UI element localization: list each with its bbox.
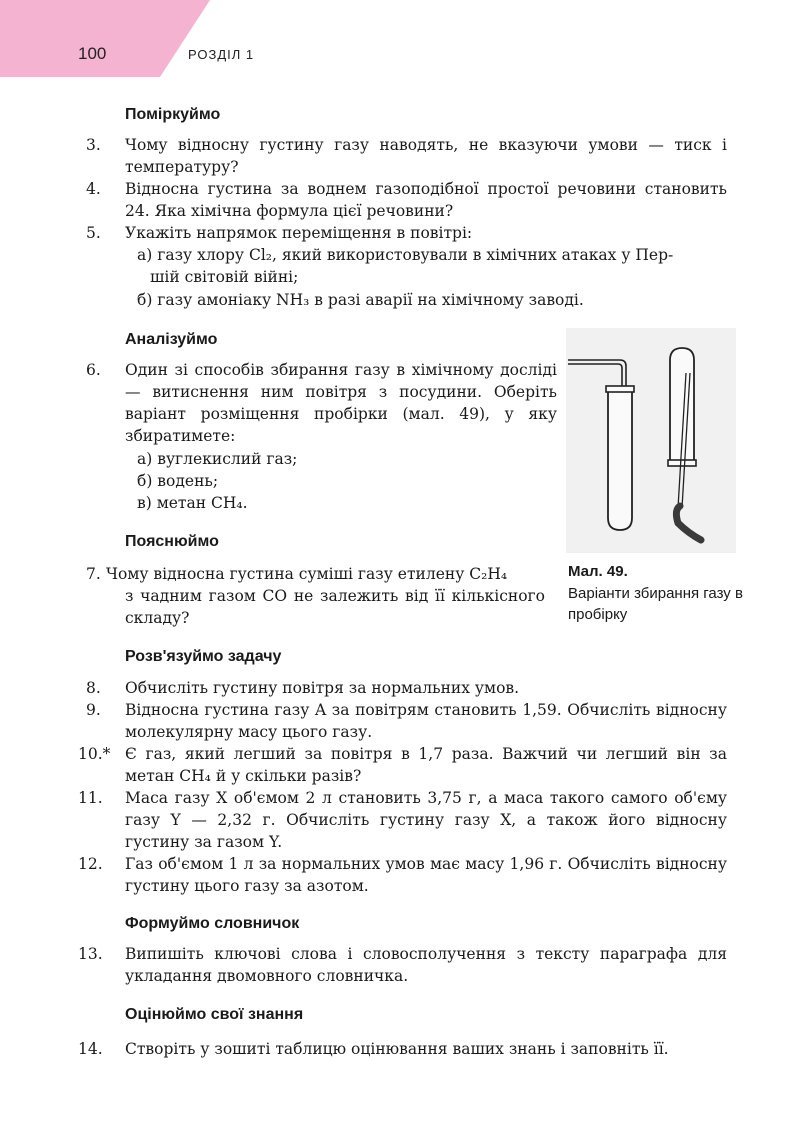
q6-option-c: в) метан CH₄. bbox=[137, 494, 248, 512]
figure-caption: Варіанти збирання газу в пробірку bbox=[568, 585, 743, 623]
heading-analyze: Аналізуймо bbox=[125, 331, 218, 348]
q5-option-a-cont: шій світовій війні; bbox=[150, 268, 299, 286]
heading-think: Поміркуймо bbox=[125, 106, 221, 123]
q11-text: Маса газу X об'ємом 2 л становить 3,75 г, а маса такого самого об'єму газу Y — 2,32 г. Обчисліть густину газу X, а також його відносну густину за газом Y. bbox=[125, 789, 727, 851]
q5-text: Укажіть напрямок переміщення в повітрі: bbox=[125, 224, 473, 242]
q8-text: Обчисліть густину повітря за нормальних умов. bbox=[125, 679, 520, 697]
q3-number: 3. bbox=[86, 136, 101, 154]
q9-text: Відносна густина газу A за повітрям становить 1,59. Обчисліть відносну молекулярну масу цього газу. bbox=[125, 701, 727, 741]
q7-text-rest: з чадним газом CO не залежить від її кількісного складу? bbox=[125, 587, 545, 627]
section-title: РОЗДІЛ 1 bbox=[188, 47, 255, 62]
q5-option-a: а) газу хлору Cl₂, який використовували в хімічних атаках у Пер- bbox=[137, 246, 674, 264]
heading-explain: Пояснюймо bbox=[125, 533, 219, 550]
q11-number: 11. bbox=[78, 789, 103, 807]
q9-number: 9. bbox=[86, 701, 101, 719]
q7-text-line1: Чому відносна густина суміші газу етилену C₂H₄ bbox=[106, 565, 508, 583]
q3-text: Чому відносну густину газу наводять, не вказуючи умови — тиск і температуру? bbox=[125, 136, 727, 176]
test-tubes-figure bbox=[566, 328, 736, 553]
q6-option-a: а) вуглекислий газ; bbox=[137, 450, 298, 468]
q14-text: Створіть у зошиті таблицю оцінювання ваших знань і заповніть її. bbox=[125, 1040, 669, 1058]
q7-number: 7. bbox=[86, 565, 101, 583]
figure-label: Мал. 49. bbox=[568, 563, 628, 580]
q6-number: 6. bbox=[86, 361, 101, 379]
heading-solve: Розв'язуймо задачу bbox=[125, 648, 282, 665]
heading-assess: Оцінюймо свої знання bbox=[125, 1006, 304, 1023]
q14-number: 14. bbox=[78, 1040, 103, 1058]
q5-option-b: б) газу амоніаку NH₃ в разі аварії на хімічному заводі. bbox=[137, 291, 584, 309]
header-tab bbox=[0, 0, 210, 77]
q12-number: 12. bbox=[78, 855, 103, 873]
q13-text: Випишіть ключові слова і словосполучення з тексту параграфа для укладання двомовного словничка. bbox=[125, 945, 727, 985]
q10-number: 10.* bbox=[78, 745, 111, 763]
q6-option-b: б) водень; bbox=[137, 472, 219, 490]
q4-number: 4. bbox=[86, 180, 101, 198]
q8-number: 8. bbox=[86, 679, 101, 697]
q4-text: Відносна густина за воднем газоподібної простої речовини становить 24. Яка хімічна формула цієї речовини? bbox=[125, 180, 727, 220]
q10-text: Є газ, який легший за повітря в 1,7 раза. Важчий чи легший він за метан CH₄ й у скільки разів? bbox=[125, 745, 727, 785]
q13-number: 13. bbox=[78, 945, 103, 963]
q5-number: 5. bbox=[86, 224, 101, 242]
heading-glossary: Формуймо словничок bbox=[125, 915, 300, 932]
page-number: 100 bbox=[78, 44, 107, 63]
q12-text: Газ об'ємом 1 л за нормальних умов має масу 1,96 г. Обчисліть відносну густину цього газу за азотом. bbox=[125, 855, 727, 895]
q6-text: Один зі способів збирання газу в хімічному досліді — витиснення ним повітря з посудини. Оберіть варіант розміщення пробірки (мал. 49), у яку збиратимете: bbox=[125, 361, 557, 445]
